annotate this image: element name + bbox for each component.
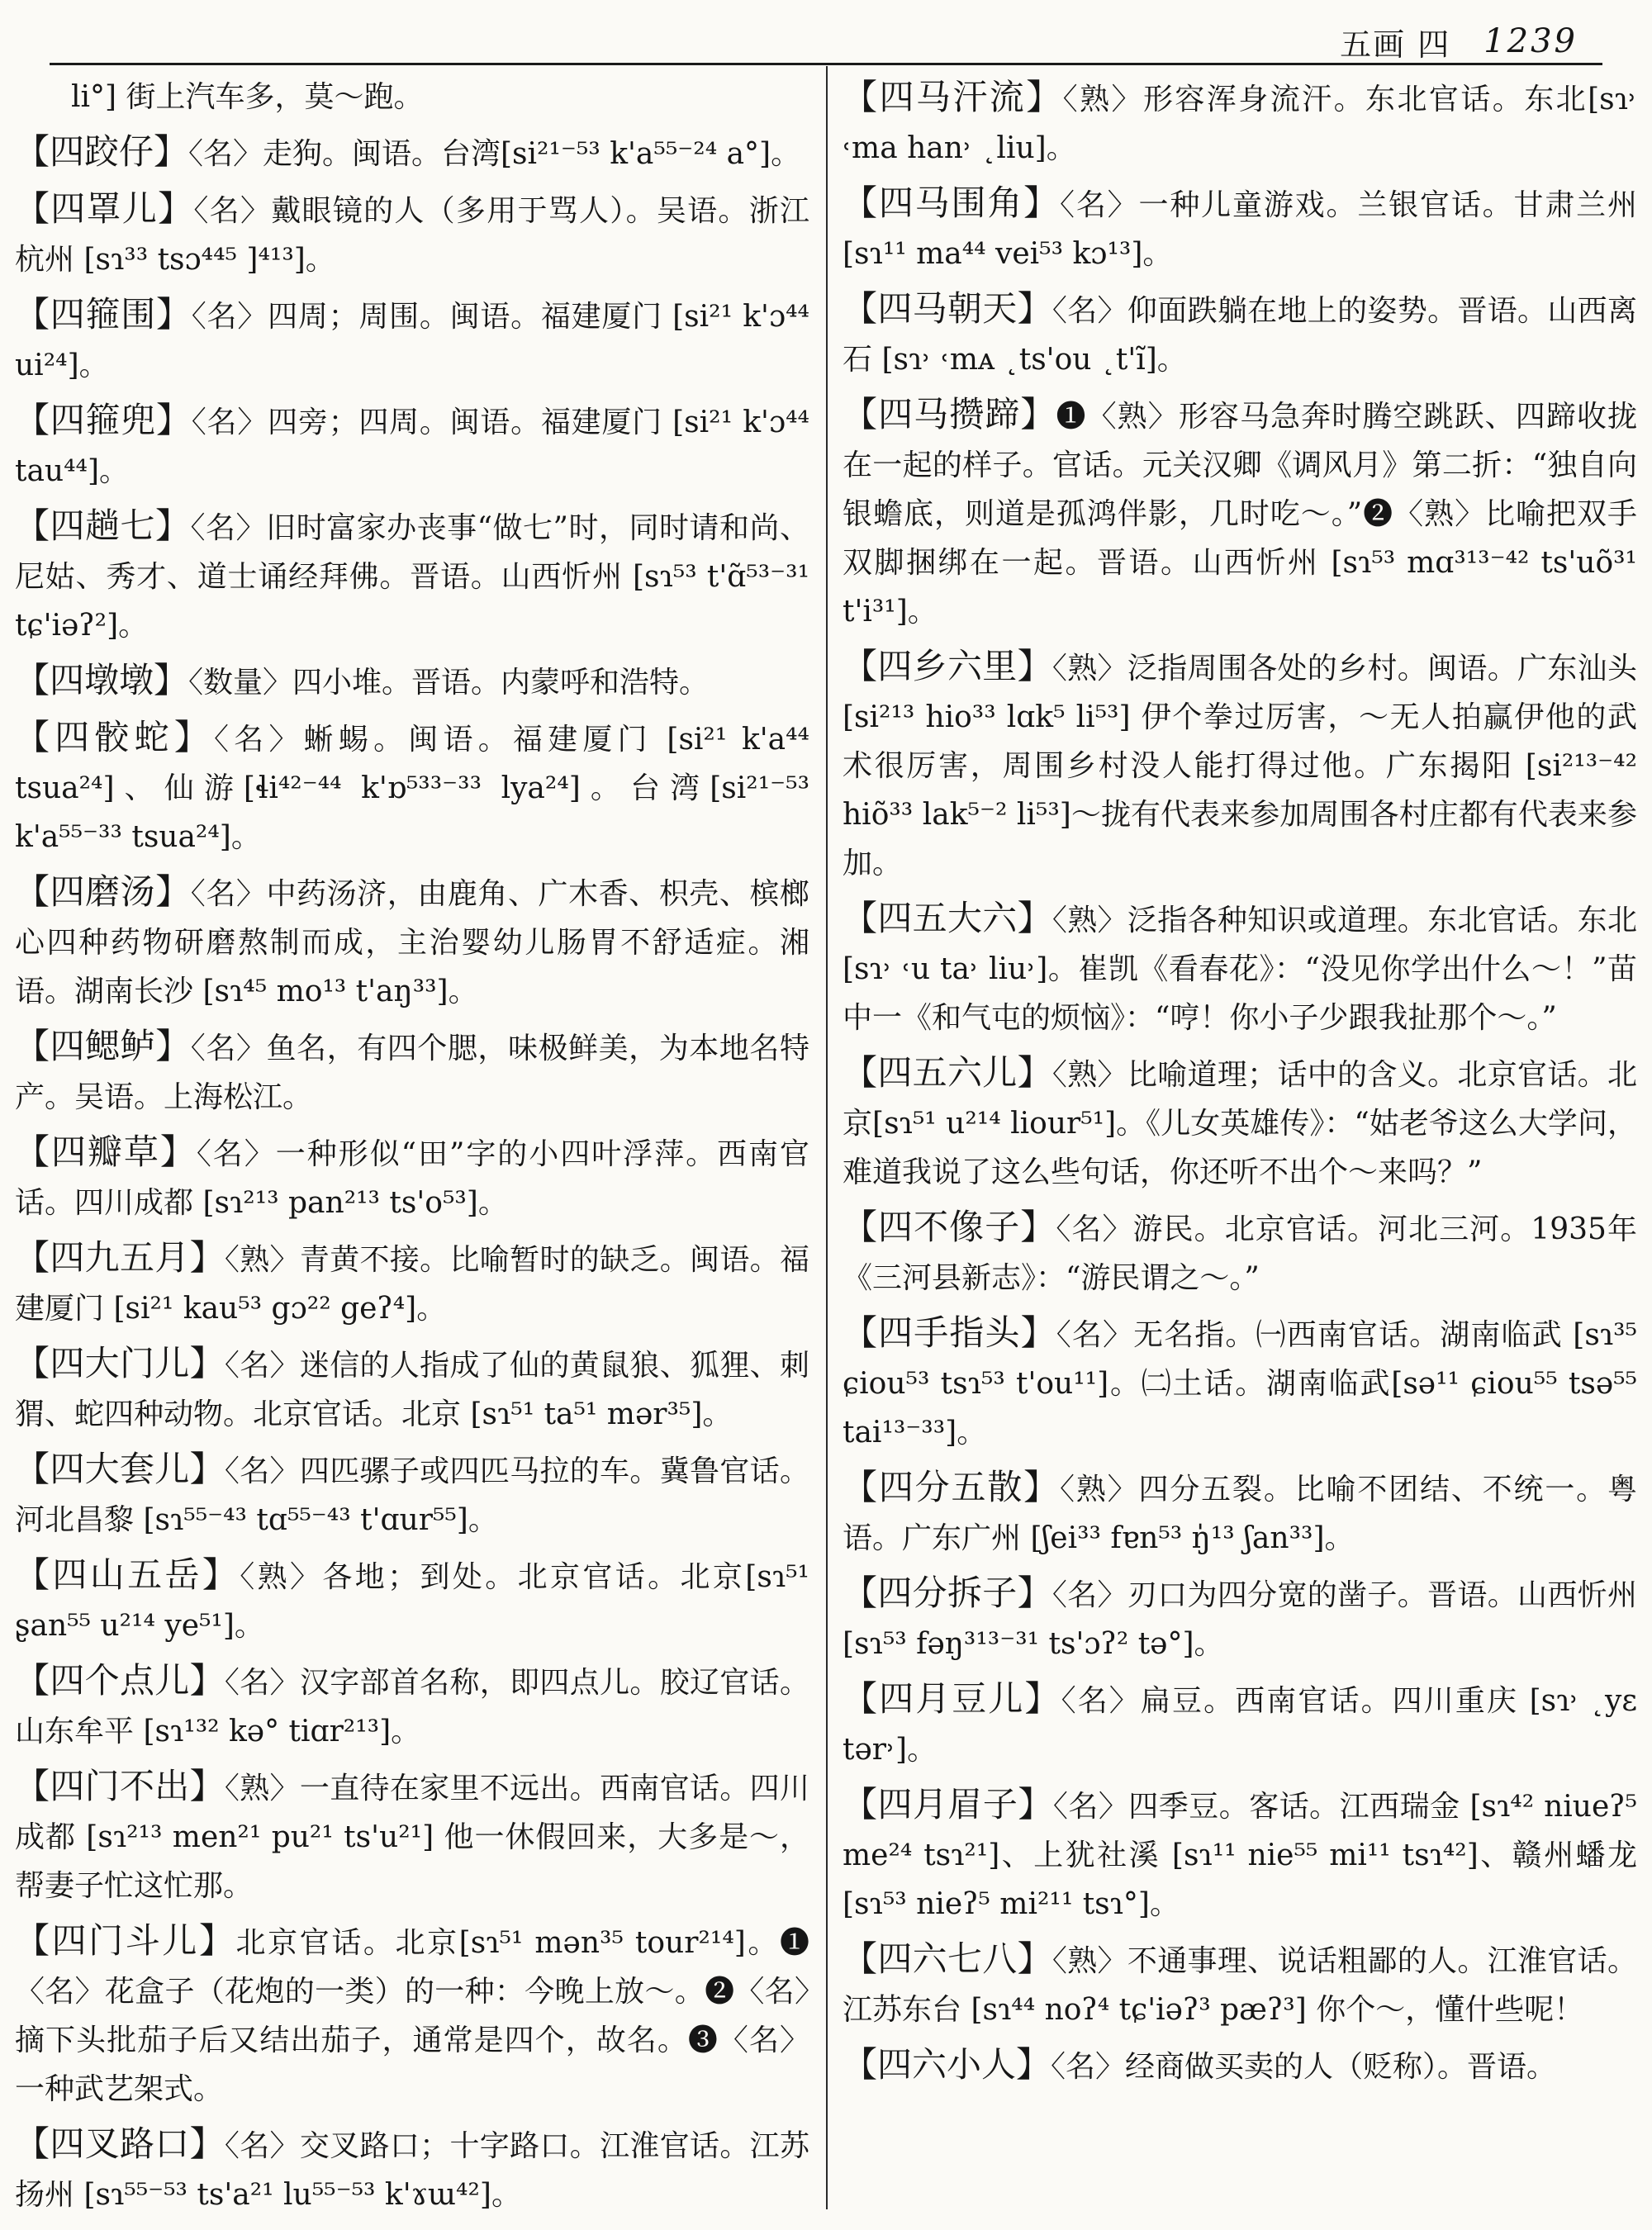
entry-headword: 【四墩墩】	[15, 660, 189, 700]
dictionary-entry	[843, 2040, 1637, 2091]
entry-headword: 【四趟七】	[15, 505, 191, 546]
dictionary-entry	[15, 184, 809, 284]
entry-text: 〈名〉迷信的人指成了仙的黄鼠狼、狐狸、刺猬、蛇四种动物。北京官话。北京 [sɿ⁵¹ ta⁵¹ mər³⁵]。	[15, 1349, 809, 1431]
dictionary-entry	[15, 396, 809, 496]
entry-text: 〈熟〉一直待在家里不远出。西南官话。四川成都 [sɿ²¹³ men²¹ pu²¹ ts'u²¹] 他一休假回来，大多是～，帮妻子忙这忙那。	[15, 1772, 809, 1903]
dictionary-entry	[15, 656, 809, 707]
dictionary-entry	[843, 284, 1637, 384]
dictionary-entry	[843, 1048, 1637, 1197]
entry-text: 〈名〉经商做买卖的人（贬称）。晋语。	[1051, 2050, 1557, 2084]
dictionary-entry	[15, 1656, 809, 1756]
entry-headword: 【四瓣草】	[15, 1132, 197, 1172]
entry-headword: 【四马攒蹄】	[843, 394, 1056, 434]
entry-headword: 【四不像子】	[843, 1207, 1056, 1247]
entry-text: 〈名〉游民。北京官话。河北三河。1935年《三河县新志》：“游民谓之～。”	[843, 1212, 1637, 1295]
entry-text: 〈熟〉不通事理、说话粗鄙的人。江淮官话。江苏东台 [sɿ⁴⁴ noʔ⁴ tɕ'iəʔ³ pæʔ³] 你个～，懂什些呢！	[843, 1944, 1637, 2027]
entry-text: 〈名〉四匹骡子或四匹马拉的车。冀鲁官话。河北昌黎 [sɿ⁵⁵⁻⁴³ tɑ⁵⁵⁻⁴³ t'ɑur⁵⁵]。	[15, 1454, 809, 1537]
dictionary-entry	[843, 1674, 1637, 1774]
entry-text: 〈名〉扁豆。西南官话。四川重庆 [sɿ˒ ˛yɛ tər˒]。	[843, 1684, 1637, 1767]
dictionary-entry	[15, 290, 809, 390]
dictionary-entry	[843, 894, 1637, 1042]
dictionary-entry	[15, 1233, 809, 1333]
entry-text: 〈名〉戴眼镜的人（多用于骂人）。吴语。浙江杭州 [sɿ³³ tsɔ⁴⁴⁵ ]⁴¹³]。	[15, 194, 809, 277]
dictionary-entry	[15, 1127, 809, 1227]
dictionary-entry	[843, 1203, 1637, 1302]
entry-text: 〈名〉交叉路口；十字路口。江淮官话。江苏扬州 [sɿ⁵⁵⁻⁵³ ts'a²¹ lu⁵⁵⁻⁵³ k'ɤɯ⁴²]。	[15, 2129, 809, 2212]
dictionary-entry	[15, 867, 809, 1016]
dictionary-entry	[843, 1463, 1637, 1563]
entry-headword: 【四马汗流】	[843, 77, 1063, 117]
dictionary-entry	[843, 73, 1637, 173]
entry-text: 〈名〉四旁；四周。闽语。福建厦门 [si²¹ k'ɔ⁴⁴ tau⁴⁴]。	[15, 406, 809, 488]
entry-text: 〈名〉四周；周围。闽语。福建厦门 [si²¹ k'ɔ⁴⁴ ui²⁴]。	[15, 300, 809, 382]
entry-text: 〈名〉仰面跌躺在地上的姿势。晋语。山西离石 [sɿ˒ ˓mᴀ ˛ts'ou ˛t'ĩ]。	[843, 294, 1637, 377]
entry-text: 〈熟〉青黄不接。比喻暂时的缺乏。闽语。福建厦门 [si²¹ kau⁵³ gɔ²² geʔ⁴]。	[15, 1243, 809, 1326]
dictionary-entry	[843, 178, 1637, 278]
entry-headword: 【四跤仔】	[15, 131, 189, 172]
entry-text: 〈数量〉四小堆。晋语。内蒙呼和浩特。	[188, 666, 710, 700]
entry-continuation	[15, 73, 809, 121]
entry-text: 〈名〉无名指。㈠西南官话。湖南临武 [sɿ³⁵ ɕiou⁵³ tsɿ⁵³ t'ou¹¹]。㈡土话。湖南临武[sə¹¹ ɕiou⁵⁵ tsə⁵⁵ tai¹³⁻³³]。	[843, 1318, 1637, 1450]
entry-text: 〈熟〉泛指各种知识或道理。东北官话。东北[sɿ˒ ˓u ta˒ liu˒]。崔凯《看春花》：“没见你学出什么～！”苗中一《和气屯的烦恼》：“哼！你小子少跟我扯那个～。”	[843, 904, 1637, 1035]
entry-text: 〈名〉一种形似“田”字的小四叶浮萍。西南官话。四川成都 [sɿ²¹³ pan²¹³ ts'o⁵³]。	[15, 1137, 809, 1220]
left-column	[15, 73, 809, 2212]
running-head: 五画 四	[1340, 26, 1451, 63]
entry-headword: 【四手指头】	[843, 1312, 1056, 1353]
dictionary-entry	[15, 1445, 809, 1544]
entry-text: ❶〈熟〉形容马急奔时腾空跳跃、四蹄收拢在一起的样子。官话。元关汉卿《调风月》第二折：“独自向银蟾底，则道是孤鸿伴影，几时吃～。”❷〈熟〉比喻把双手双脚捆绑在一起。晋语。山西忻州 [sɿ⁵³ mɑ³¹³⁻⁴² ts'uõ³¹ t'i³¹]。	[843, 400, 1637, 629]
entry-headword: 【四门斗儿】	[15, 1920, 236, 1961]
dictionary-entry	[843, 642, 1637, 888]
header-rule	[50, 63, 1602, 65]
column-divider	[826, 66, 828, 2209]
right-column	[843, 73, 1637, 2212]
entry-headword: 【四月眉子】	[843, 1784, 1053, 1824]
entry-headword: 【四大门儿】	[15, 1343, 225, 1383]
dictionary-entry	[843, 390, 1637, 636]
entry-headword: 【四分拆子】	[843, 1573, 1052, 1613]
dictionary-entry	[15, 1022, 809, 1122]
entry-headword: 【四磨汤】	[15, 871, 191, 912]
dictionary-entry	[15, 1339, 809, 1439]
dictionary-entry	[15, 127, 809, 178]
entry-headword: 【四个点儿】	[15, 1660, 225, 1701]
entry-headword: 【四分五散】	[843, 1467, 1060, 1507]
entry-headword: 【四五六儿】	[843, 1052, 1052, 1093]
entry-text: 〈熟〉泛指周围各处的乡村。闽语。广东汕头 [si²¹³ hio³³ lɑk⁵ li⁵³] 伊个拳过厉害，～无人拍赢伊他的武术很厉害，周围乡村没人能打得过他。广东揭阳 [si²¹³⁻⁴² hiõ³³ lak⁵⁻² li⁵³]～拢有代表来参加周围各村庄都有代表来参加。	[843, 652, 1637, 880]
entry-headword: 【四罩儿】	[15, 188, 194, 229]
dictionary-entry	[15, 2119, 809, 2212]
entry-headword: 【四箍兜】	[15, 400, 192, 440]
entry-headword: 【四鳃鲈】	[15, 1026, 191, 1066]
dictionary-entry	[15, 1550, 809, 1650]
entry-headword: 【四叉路口】	[15, 2123, 225, 2164]
entry-text: 〈名〉走狗。闽语。台湾[si²¹⁻⁵³ k'a⁵⁵⁻²⁴ a°]。	[188, 137, 801, 171]
page-header	[1340, 17, 1578, 66]
dictionary-entry	[15, 1916, 809, 2114]
entry-text: 〈名〉刃口为四分宽的凿子。晋语。山西忻州 [sɿ⁵³ fəŋ³¹³⁻³¹ ts'ɔʔ² tə°]。	[843, 1578, 1637, 1661]
entry-headword: 【四马围角】	[843, 183, 1060, 223]
entry-headword: 【四山五岳】	[15, 1554, 240, 1595]
entry-headword: 【四六小人】	[843, 2044, 1051, 2085]
dictionary-entry	[15, 501, 809, 650]
entry-headword: 【四六七八】	[843, 1938, 1052, 1979]
dictionary-entry	[843, 1568, 1637, 1668]
entry-text: 北京官话。北京[sɿ⁵¹ mən³⁵ tour²¹⁴]。❶〈名〉花盒子（花炮的一类）的一种：今晚上放～。❷〈名〉摘下头批茄子后又结出茄子，通常是四个，故名。❸〈名〉一种武艺架式。	[15, 1926, 809, 2106]
entry-text: 〈名〉中药汤济，由鹿角、广木香、枳壳、槟榔心四种药物研磨熬制而成，主治婴幼儿肠胃不舒适症。湘语。湖南长沙 [sɿ⁴⁵ mo¹³ t'aŋ³³]。	[15, 877, 809, 1008]
dictionary-entry	[843, 1780, 1637, 1929]
entry-text: 〈名〉一种儿童游戏。兰银官话。甘肃兰州 [sɿ¹¹ ma⁴⁴ vei⁵³ kɔ¹³]。	[843, 188, 1637, 271]
entry-headword: 【四五大六】	[843, 898, 1052, 938]
entry-text: 〈熟〉各地；到处。北京官话。北京[sɿ⁵¹ ʂan⁵⁵ u²¹⁴ ye⁵¹]。	[15, 1560, 809, 1643]
page-number: 1239	[1483, 22, 1578, 60]
entry-text: li°] 街上汽车多，莫～跑。	[71, 80, 424, 114]
entry-text: 〈名〉旧时富家办丧事“做七”时，同时请和尚、尼姑、秀才、道士诵经拜佛。晋语。山西忻州 [sɿ⁵³ t'ɑ̃⁵³⁻³¹ tɕ'iəʔ²]。	[15, 511, 809, 643]
entry-text: 〈熟〉形容浑身流汗。东北官话。东北[sɿ˒ ˓ma han˒ ˛liu]。	[843, 83, 1637, 165]
entry-text: 〈名〉鱼名，有四个腮，味极鲜美，为本地名特产。吴语。上海松江。	[15, 1032, 809, 1114]
entry-headword: 【四门不出】	[15, 1766, 225, 1806]
entry-headword: 【四骹蛇】	[15, 717, 215, 757]
entry-headword: 【四月豆儿】	[843, 1678, 1061, 1719]
entry-headword: 【四马朝天】	[843, 288, 1052, 329]
entry-text: 〈名〉汉字部首名称，即四点儿。胶辽官话。山东牟平 [sɿ¹³² kə° tiɑr²¹³]。	[15, 1666, 809, 1748]
entry-text: 〈熟〉比喻道理；话中的含义。北京官话。北京[sɿ⁵¹ u²¹⁴ liour⁵¹]。《儿女英雄传》：“姑老爷这么大学问，难道我说了这么些句话，你还听不出个～来吗？”	[843, 1058, 1637, 1189]
dictionary-entry	[15, 1762, 809, 1910]
entry-headword: 【四九五月】	[15, 1237, 225, 1278]
dictionary-entry	[843, 1308, 1637, 1457]
entry-text: 〈名〉蜥蜴。闽语。福建厦门 [si²¹ k'a⁴⁴ tsua²⁴]、仙游[ɬi⁴²⁻⁴⁴ k'ɒ⁵³³⁻³³ lya²⁴]。台湾[si²¹⁻⁵³ k'a⁵⁵⁻³³ tsua²⁴]。	[15, 723, 809, 854]
entry-headword: 【四乡六里】	[843, 646, 1052, 686]
entry-text: 〈熟〉四分五裂。比喻不团结、不统一。粤语。广东广州 [ʃei³³ fɐn⁵³ ŋ̍¹³ ʃan³³]。	[843, 1473, 1637, 1555]
entry-headword: 【四箍围】	[15, 294, 192, 334]
entry-text: 〈名〉四季豆。客话。江西瑞金 [sɿ⁴² niueʔ⁵ me²⁴ tsɿ²¹]、上犹社溪 [sɿ¹¹ nie⁵⁵ mi¹¹ tsɿ⁴²]、赣州蟠龙 [sɿ⁵³ nieʔ⁵ mi²¹¹ tsɿ°]。	[843, 1790, 1637, 1921]
dictionary-entry	[15, 713, 809, 861]
entry-headword: 【四大套儿】	[15, 1449, 225, 1489]
dictionary-entry	[843, 1934, 1637, 2034]
